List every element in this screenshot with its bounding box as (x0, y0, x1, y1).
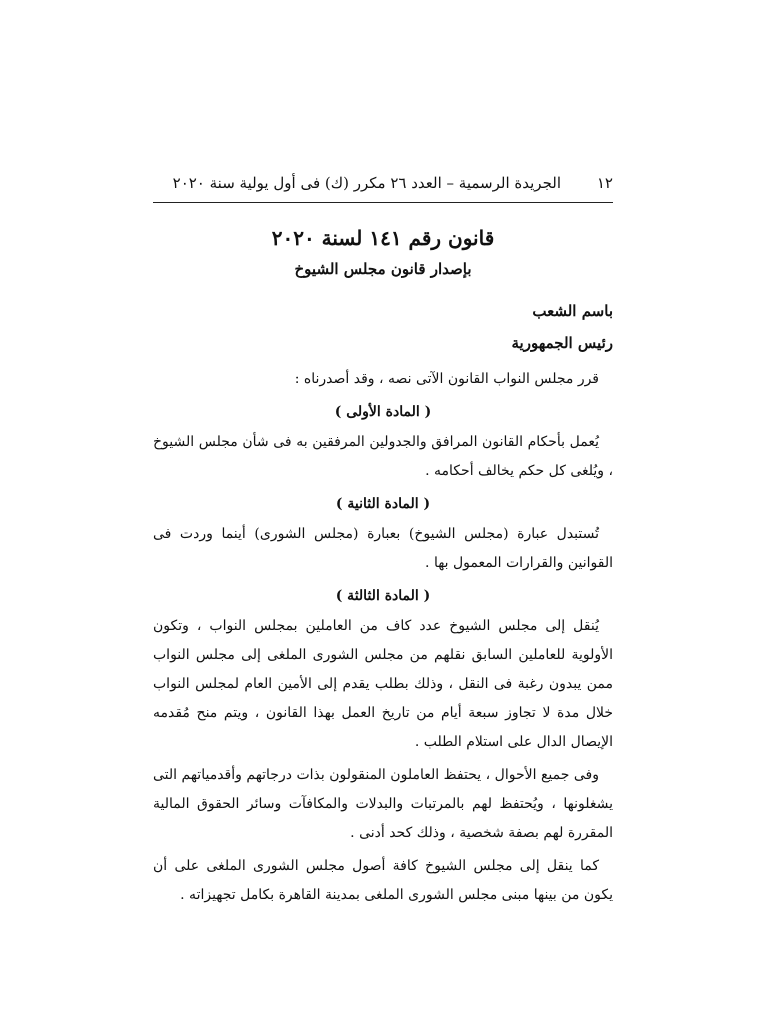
gazette-page (153, 150, 613, 910)
intro-paragraph: قرر مجلس النواب القانون الآتى نصه ، وقد أصدرناه : (294, 371, 599, 387)
article-3-heading: ( المادة الثالثة ) (335, 588, 431, 604)
invocation-line-2: رئيس الجمهورية (511, 334, 613, 352)
article-2-heading: ( المادة الثانية ) (335, 496, 431, 512)
article-1-heading: ( المادة الأولى ) (334, 404, 432, 420)
article-2-paragraph: تُستبدل عبارة (مجلس الشيوخ) بعبارة (مجلس الشورى) أينما وردت فى القوانين والقرارات المعمول بها . (153, 526, 613, 571)
running-title: الجريدة الرسمية – العدد ٢٦ مكرر (ك) فى أول يولية سنة ٢٠٢٠ (172, 174, 561, 192)
law-title: قانون رقم ١٤١ لسنة ٢٠٢٠ (271, 226, 495, 250)
page-number: ١٢ (596, 174, 613, 192)
invocation-line-1: باسم الشعب (532, 302, 613, 320)
law-subtitle: بإصدار قانون مجلس الشيوخ (294, 260, 472, 278)
running-header (153, 168, 613, 198)
header-divider (153, 202, 613, 203)
article-3-paragraph-2: وفى جميع الأحوال ، يحتفظ العاملون المنقولون بذات درجاتهم وأقدمياتهم التى يشغلونها ، ويُحتفظ لهم بالمرتبات والبدلات والمكافآت وسائر الحقوق المالية المقررة لهم بصفة شخصية ، وذلك كحد أدنى . (153, 767, 613, 841)
article-1-paragraph: يُعمل بأحكام القانون المرافق والجدولين المرفقين به فى شأن مجلس الشيوخ ، ويُلغى كل حكم يخالف أحكامه . (153, 434, 613, 479)
article-3-paragraph-1: يُنقل إلى مجلس الشيوخ عدد كاف من العاملين بمجلس النواب ، وتكون الأولوية للعاملين السابق نقلهم من مجلس الشورى الملغى إلى مجلس النواب ممن يبدون رغبة فى النقل ، وذلك بطلب يقدم إلى الأمين العام لمجلس النواب خلال مدة لا تجاوز سبعة أيام من تاريخ العمل بهذا القانون ، ويتم منح مُقدمه الإيصال الدال على استلام الطلب . (153, 618, 613, 750)
article-3-paragraph-3: كما ينقل إلى مجلس الشيوخ كافة أصول مجلس الشورى الملغى على أن يكون من بينها مبنى مجلس الشورى الملغى بمدينة القاهرة بكامل تجهيزاته . (153, 858, 613, 903)
